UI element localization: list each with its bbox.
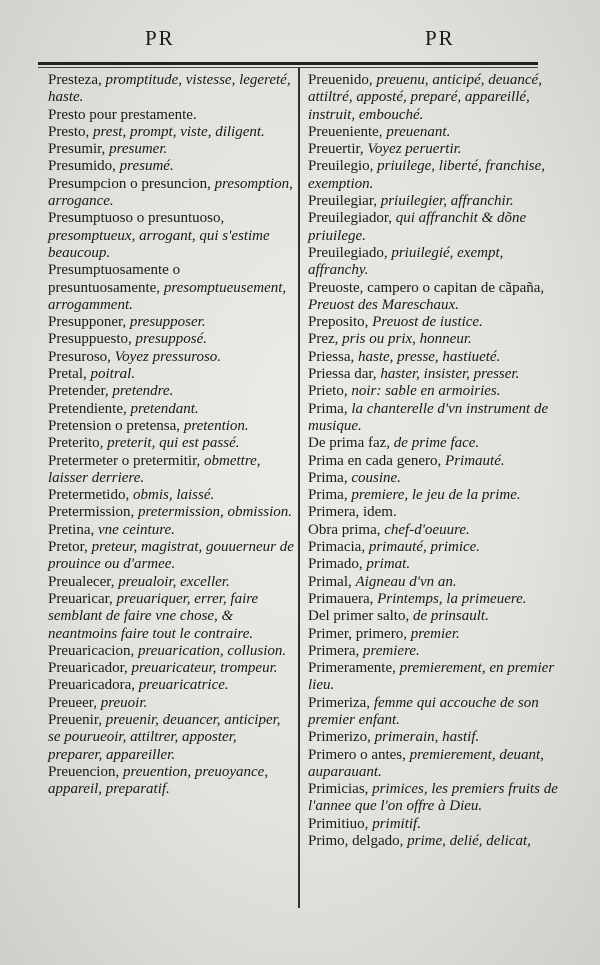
definition: presumé. xyxy=(119,158,174,175)
headword: Primerizo, xyxy=(308,729,375,746)
headword: Primal, xyxy=(308,573,356,590)
dictionary-entry xyxy=(48,504,294,521)
dictionary-entry xyxy=(308,366,558,383)
headword: Pretermetido, xyxy=(48,487,133,504)
header-right: PR xyxy=(425,26,455,50)
dictionary-entry xyxy=(308,280,558,315)
headword: Priessa dar, xyxy=(308,366,381,383)
dictionary-entry xyxy=(308,349,558,366)
definition: pretendant. xyxy=(130,400,199,417)
definition: Printemps, la primeuere. xyxy=(377,590,527,607)
definition: preualoir, exceller. xyxy=(118,573,230,590)
dictionary-entry xyxy=(308,158,558,193)
definition: Preuost de iustice. xyxy=(372,314,483,331)
dictionary-entry xyxy=(308,816,558,833)
dictionary-entry xyxy=(308,504,558,521)
dictionary-entry xyxy=(48,401,294,418)
dictionary-entry xyxy=(308,539,558,556)
headword: Preuilegiador, xyxy=(308,210,396,227)
dictionary-entry xyxy=(308,314,558,331)
left-column xyxy=(48,72,294,798)
dictionary-entry xyxy=(308,401,558,436)
header-rule xyxy=(38,62,538,65)
dictionary-entry xyxy=(48,176,294,211)
headword: Primera, xyxy=(308,642,363,659)
dictionary-entry xyxy=(48,383,294,400)
dictionary-entry xyxy=(308,522,558,539)
dictionary-entry xyxy=(48,262,294,314)
dictionary-entry xyxy=(308,781,558,816)
headword: Primeramente, xyxy=(308,660,400,677)
headword: Primado, xyxy=(308,556,367,573)
dictionary-entry xyxy=(48,72,294,107)
definition: premierement, deuant, auparauant. xyxy=(308,746,544,780)
definition: poitral. xyxy=(90,366,136,383)
dictionary-entry xyxy=(308,383,558,400)
definition: priuilegier, affranchir. xyxy=(380,193,514,210)
headword: Preuaricadora, xyxy=(48,677,139,694)
definition: preuenir, deuancer, anticiper, se pourueoir, attiltrer, apposter, preparer, appareiller. xyxy=(48,711,281,763)
definition: la chanterelle d'vn instrument de musique. xyxy=(308,400,549,434)
dictionary-entry xyxy=(48,435,294,452)
definition: vne ceinture. xyxy=(98,521,175,538)
definition: Voyez peruertir. xyxy=(367,141,462,158)
headword: Primero o antes, xyxy=(308,746,410,763)
dictionary-entry xyxy=(308,193,558,210)
headword: Primera, idem. xyxy=(308,504,397,521)
definition: pretermission, obmission. xyxy=(138,504,293,521)
definition: preuaricatrice. xyxy=(138,677,229,694)
dictionary-entry xyxy=(48,453,294,488)
definition: pris ou prix, honneur. xyxy=(342,331,472,348)
dictionary-entry xyxy=(48,695,294,712)
headword: Pretor, xyxy=(48,539,92,556)
definition: preuariquer, errer, faire semblant de faire vne chose, & neantmoins faire tout le contraire. xyxy=(48,590,259,642)
dictionary-entry xyxy=(308,608,558,625)
definition: premiere. xyxy=(362,642,420,659)
dictionary-entry xyxy=(308,591,558,608)
definition: promptitude, vistesse, legereté, haste. xyxy=(48,72,291,106)
definition: haster, insister, presser. xyxy=(380,366,520,383)
headword: Primacia, xyxy=(308,539,369,556)
dictionary-entry xyxy=(308,556,558,573)
dictionary-entry xyxy=(48,331,294,348)
headword: Prima, xyxy=(308,400,352,417)
headword: Preuaricador, xyxy=(48,660,132,677)
headword: Primo, delgado, xyxy=(308,833,408,850)
headword: Preueer, xyxy=(48,694,101,711)
dictionary-entry xyxy=(48,210,294,262)
headword: Prieto, xyxy=(308,383,352,400)
running-header xyxy=(0,14,600,64)
dictionary-entry xyxy=(48,764,294,799)
definition: preuoir. xyxy=(100,694,148,711)
definition: pretendre. xyxy=(112,383,174,400)
dictionary-entry xyxy=(308,453,558,470)
dictionary-entry xyxy=(308,72,558,124)
headword: Preuaricar, xyxy=(48,590,117,607)
headword: Preuoste, campero o capitan de cãpaña, xyxy=(308,279,545,296)
dictionary-entry xyxy=(308,245,558,280)
definition: preuenu, anticipé, deuancé, attiltré, apposté, preparé, appareillé, instruit, embouché. xyxy=(308,72,542,123)
definition: preuaricateur, trompeur. xyxy=(131,660,278,677)
definition: presupposer. xyxy=(129,314,206,331)
dictionary-entry xyxy=(48,314,294,331)
headword: Pretension o pretensa, xyxy=(48,417,184,434)
definition: Primauté. xyxy=(445,452,505,469)
headword: Obra prima, xyxy=(308,521,385,538)
definition: presumer. xyxy=(109,141,168,158)
headword: Presto, xyxy=(48,123,93,140)
dictionary-entry xyxy=(48,366,294,383)
definition: primices, les premiers fruits de l'annee que l'on offre à Dieu. xyxy=(308,781,558,815)
dictionary-entry xyxy=(48,141,294,158)
definition: Preuost des Mareschaux. xyxy=(308,296,459,313)
headword: Presumido, xyxy=(48,158,120,175)
definition: preuenant. xyxy=(386,123,451,140)
definition: primitif. xyxy=(372,815,421,832)
headword: Presumir, xyxy=(48,141,110,158)
definition: de prime face. xyxy=(393,435,480,452)
dictionary-entry xyxy=(48,158,294,175)
definition: preuarication, collusion. xyxy=(137,642,287,659)
headword: Preposito, xyxy=(308,314,373,331)
dictionary-entry xyxy=(308,833,558,850)
headword: Presumptuoso o presuntuoso, xyxy=(48,210,225,227)
headword: Presumpcion o presuncion, xyxy=(48,175,215,192)
headword: Prima, xyxy=(308,469,352,486)
dictionary-entry xyxy=(308,124,558,141)
headword: Primauera, xyxy=(308,590,378,607)
dictionary-entry xyxy=(48,712,294,764)
headword: Preuilegio, xyxy=(308,158,378,175)
definition: chef-d'oeuure. xyxy=(384,521,470,538)
dictionary-entry xyxy=(308,643,558,660)
headword: Prez, xyxy=(308,331,343,348)
headword: Preuenir, xyxy=(48,711,106,728)
definition: premier. xyxy=(410,625,460,642)
headword: Primeriza, xyxy=(308,694,374,711)
dictionary-entry xyxy=(308,747,558,782)
definition: presomptueux, arrogant, qui s'estime beaucoup. xyxy=(48,227,270,261)
definition: primauté, primice. xyxy=(368,539,481,556)
headword: Priessa, xyxy=(308,348,358,365)
definition: noir: sable en armoiries. xyxy=(351,383,501,400)
definition: preuention, preuoyance, appareil, preparatif. xyxy=(48,763,269,798)
headword: Presumptuosamente o presuntuosamente, xyxy=(48,262,181,296)
definition: pretention. xyxy=(183,417,249,434)
definition: preteur, magistrat, gouuerneur de prouince ou d'armee. xyxy=(48,539,294,573)
definition: obmettre, laisser derriere. xyxy=(48,452,261,486)
headword: Preuilegiado, xyxy=(308,244,392,261)
definition: presomption, arrogance. xyxy=(48,175,293,210)
headword: Primicias, xyxy=(308,781,373,798)
dictionary-entry xyxy=(48,522,294,539)
headword: Presupponer, xyxy=(48,314,130,331)
dictionary-entry xyxy=(308,729,558,746)
definition: prime, delié, delicat, xyxy=(407,833,531,850)
dictionary-entry xyxy=(48,660,294,677)
dictionary-entry xyxy=(308,574,558,591)
dictionary-entry xyxy=(308,470,558,487)
headword: Preuenido, xyxy=(308,72,377,88)
definition: preterit, qui est passé. xyxy=(107,435,240,452)
headword: Pretermeter o pretermitir, xyxy=(48,452,204,469)
headword: Preuilegiar, xyxy=(308,193,381,210)
dictionary-entry xyxy=(308,141,558,158)
headword: Presuroso, xyxy=(48,348,115,365)
dictionary-entry xyxy=(48,107,294,124)
definition: obmis, laissé. xyxy=(132,487,215,504)
dictionary-entry xyxy=(48,643,294,660)
headword: Pretal, xyxy=(48,366,91,383)
dictionary-entry xyxy=(308,695,558,730)
headword: Presto pour prestamente. xyxy=(48,106,197,123)
dictionary-entry xyxy=(308,331,558,348)
headword: Preuertir, xyxy=(308,141,368,158)
definition: priuilegié, exempt, affranchy. xyxy=(308,244,504,279)
definition: qui affranchit & dõne priuilege. xyxy=(308,210,527,244)
column-divider xyxy=(298,68,300,908)
headword: Preterito, xyxy=(48,435,108,452)
dictionary-entry xyxy=(308,626,558,643)
dictionary-entry xyxy=(48,418,294,435)
definition: femme qui accouche de son premier enfant. xyxy=(308,694,539,728)
header-left: PR xyxy=(145,26,175,50)
headword: Pretender, xyxy=(48,383,113,400)
headword: Preualecer, xyxy=(48,573,119,590)
definition: premierement, en premier lieu. xyxy=(308,660,555,694)
headword: Primer, primero, xyxy=(308,625,411,642)
headword: Pretermission, xyxy=(48,504,138,521)
definition: premiere, le jeu de la prime. xyxy=(351,487,521,504)
definition: primerain, hastif. xyxy=(374,729,480,746)
dictionary-entry xyxy=(48,124,294,141)
definition: haste, presse, hastiueté. xyxy=(358,348,501,365)
headword: Prima en cada genero, xyxy=(308,452,446,469)
dictionary-entry xyxy=(48,487,294,504)
headword: Del primer salto, xyxy=(308,608,413,625)
dictionary-entry xyxy=(48,591,294,643)
headword: Pretina, xyxy=(48,521,98,538)
dictionary-entry xyxy=(48,349,294,366)
headword: Primitiuo, xyxy=(308,815,373,832)
definition: Aigneau d'vn an. xyxy=(355,573,457,590)
header-rule-thin xyxy=(38,67,538,68)
headword: De prima faz, xyxy=(308,435,394,452)
dictionary-entry xyxy=(48,677,294,694)
right-column xyxy=(308,72,558,850)
dictionary-entry xyxy=(48,574,294,591)
dictionary-entry xyxy=(308,210,558,245)
definition: priuilege, liberté, franchise, exemption. xyxy=(308,158,546,192)
definition: presomptueusement, arrogamment. xyxy=(48,279,287,313)
headword: Prima, xyxy=(308,487,352,504)
headword: Preuaricacion, xyxy=(48,642,138,659)
headword: Pretendiente, xyxy=(48,400,131,417)
dictionary-entry xyxy=(308,435,558,452)
definition: Voyez pressuroso. xyxy=(114,348,222,365)
dictionary-entry xyxy=(308,660,558,695)
dictionary-entry xyxy=(48,539,294,574)
definition: primat. xyxy=(366,556,411,573)
definition: presupposé. xyxy=(135,331,208,348)
definition: de prinsault. xyxy=(412,608,489,625)
headword: Preuencion, xyxy=(48,763,123,780)
headword: Preueniente, xyxy=(308,123,387,140)
headword: Presteza, xyxy=(48,72,106,88)
dictionary-entry xyxy=(308,487,558,504)
headword: Presuppuesto, xyxy=(48,331,136,348)
definition: prest, prompt, viste, diligent. xyxy=(93,123,265,140)
definition: cousine. xyxy=(351,469,401,486)
